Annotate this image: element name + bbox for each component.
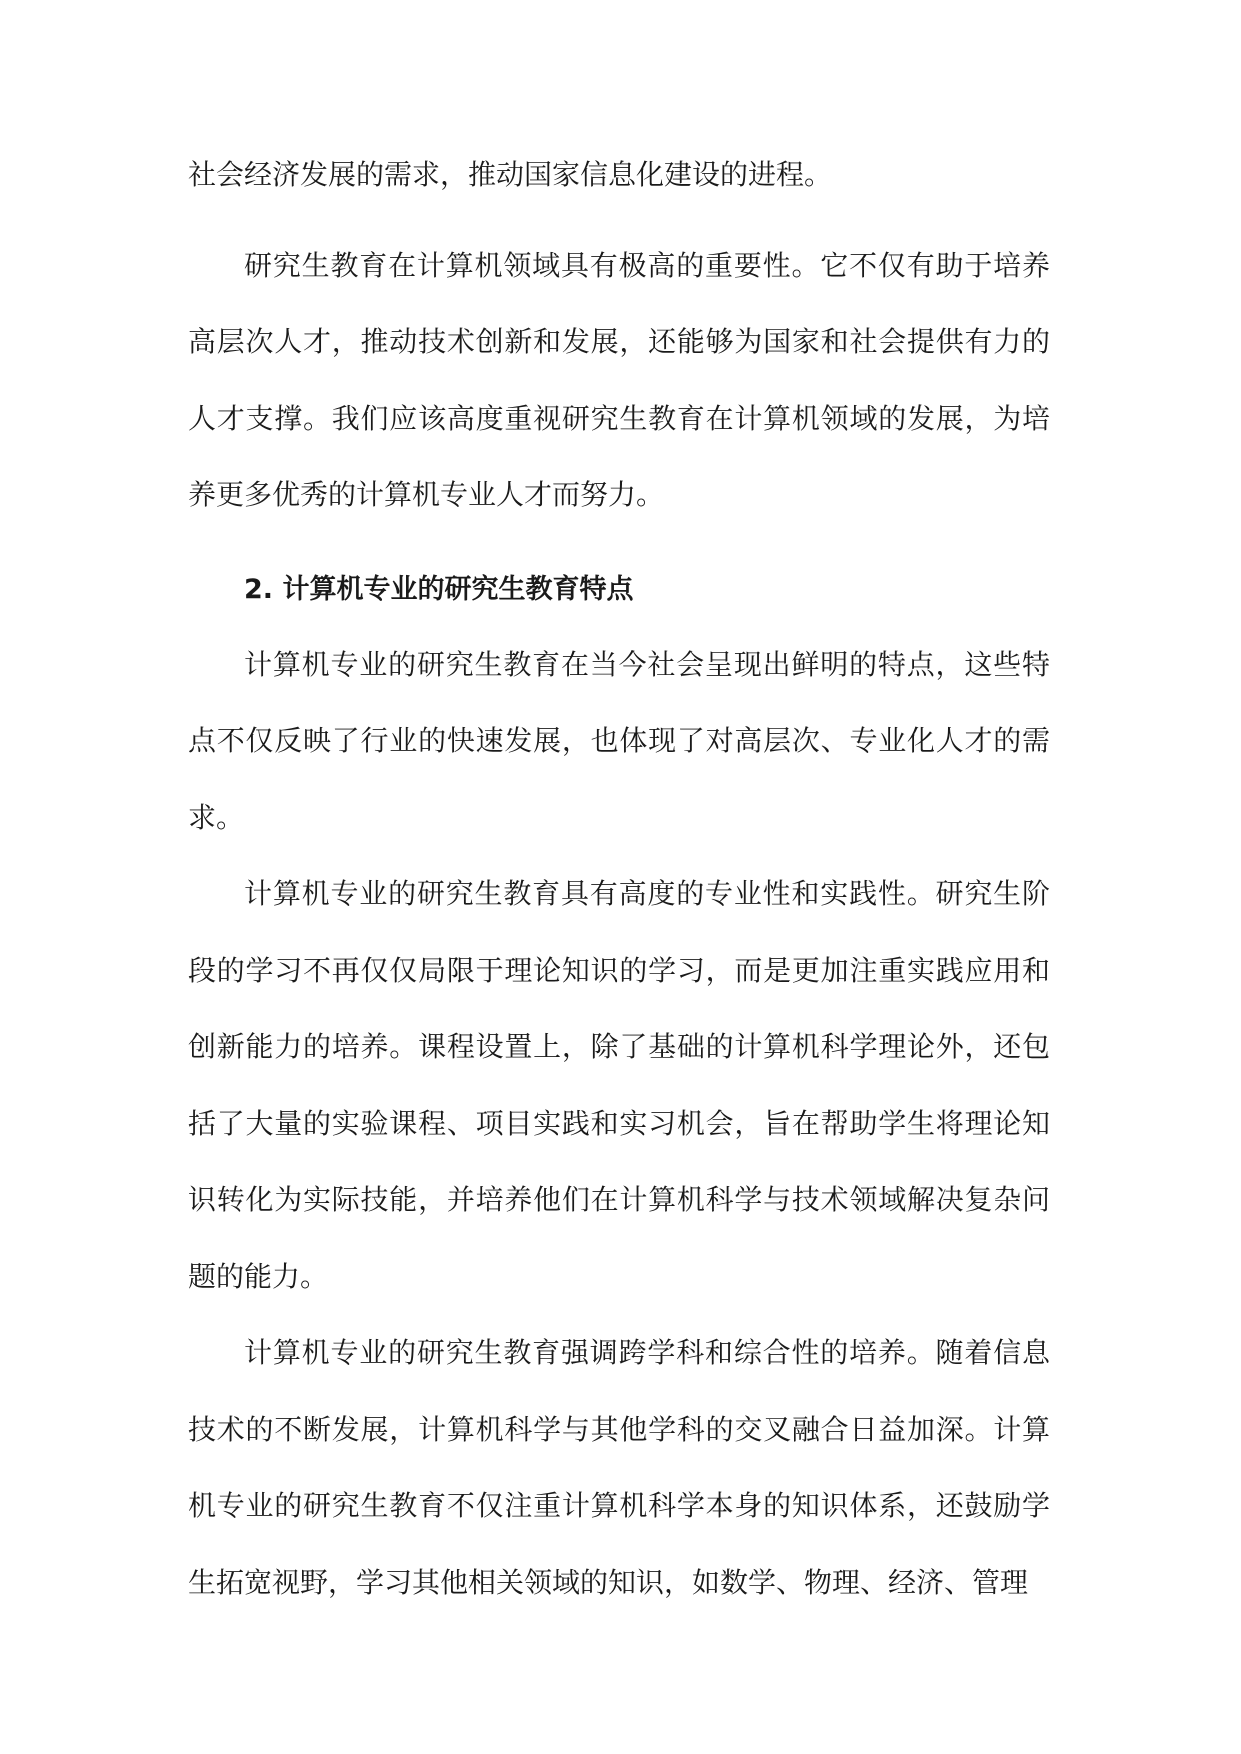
paragraph-interdisciplinary: 计算机专业的研究生教育强调跨学科和综合性的培养。随着信息技术的不断发展，计算机科学与其他学科的交叉融合日益加深。计算机专业的研究生教育不仅注重计算机科学本身的知识体系，还鼓励学生拓宽视野，学习其他相关领域的知识，如数学、物理、经济、管理 [188,1336,1050,1599]
paragraph-importance: 研究生教育在计算机领域具有极高的重要性。它不仅有助于培养高层次人才，推动技术创新和发展，还能够为国家和社会提供有力的人才支撑。我们应该高度重视研究生教育在计算机领域的发展，为培养更多优秀的计算机专业人才而努力。 [188,248,1050,511]
document-body [188,137,1050,1621]
paragraph-continued: 社会经济发展的需求，推动国家信息化建设的进程。 [188,158,833,191]
section-heading: 2. 计算机专业的研究生教育特点 [244,573,634,605]
paragraph-features-intro: 计算机专业的研究生教育在当今社会呈现出鲜明的特点，这些特点不仅反映了行业的快速发展，也体现了对高层次、专业化人才的需求。 [188,647,1050,834]
paragraph-practicality: 计算机专业的研究生教育具有高度的专业性和实践性。研究生阶段的学习不再仅仅局限于理论知识的学习，而是更加注重实践应用和创新能力的培养。课程设置上，除了基础的计算机科学理论外，还包括了大量的实验课程、项目实践和实习机会，旨在帮助学生将理论知识转化为实际技能，并培养他们在计算机科学与技术领域解决复杂问题的能力。 [188,877,1050,1293]
